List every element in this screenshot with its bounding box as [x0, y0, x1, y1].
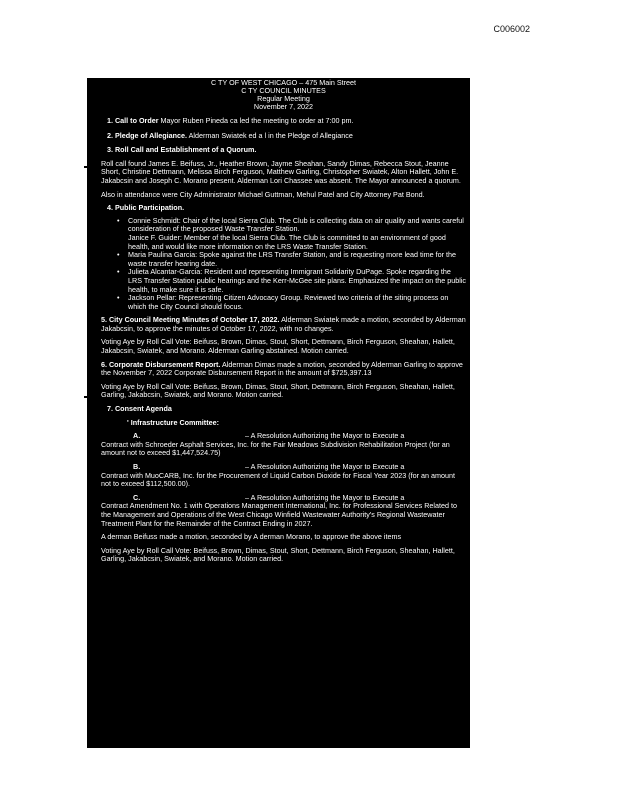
header-city-line: C TY OF WEST CHICAGO – 475 Main Street [211, 78, 356, 87]
header-date: November 7, 2022 [253, 102, 314, 111]
item-pledge [101, 132, 466, 141]
list-item: • Maria Paulina Garcia: Spoke against the LRS Transfer Station, and is requesting more lead time for the waste transfer hearing date. [117, 250, 457, 268]
document-id: C006002 [493, 24, 530, 34]
vote-paragraph: Voting Aye by Roll Call Vote: Beifuss, Brown, Dimas, Stout, Short, Dettmann, Birch Ferguson, Sheahan, Hallett, Garling, Jakabcsin, Swiatek, and Morano. Motion carried. [101, 545, 455, 564]
resolution-heading: – A Resolution Authorizing the Mayor to Execute a [245, 492, 405, 502]
resolution-letter: B. [133, 462, 141, 471]
item-title: 1. Call to Order [107, 116, 159, 125]
bullet: • [117, 250, 120, 260]
document-header [101, 79, 466, 111]
resolution-a [101, 432, 466, 458]
resolution-heading: – A Resolution Authorizing the Mayor to Execute a [245, 431, 405, 441]
vote-paragraph: Voting Aye by Roll Call Vote: Beifuss, Brown, Dimas, Stout, Short, Dettmann, Birch Ferguson, Sheahan, Hallett, Jakabcsin, Swiatek, and Morano. Alderman Garling abstained. Motion carried. [101, 337, 455, 356]
scan-mark [84, 166, 89, 168]
item-title: 5. City Council Meeting Minutes of October 17, 2022. [101, 315, 280, 325]
header-meeting-type: Regular Meeting [257, 94, 310, 103]
item-consent-agenda-title: 7. Consent Agenda [107, 404, 172, 414]
public-participation-list [101, 217, 466, 312]
resolution-text: Contract with MuoCARB, Inc. for the Procurement of Liquid Carbon Dioxide for Fiscal Year 2023 (for an amount not to exceed $112,500.00). [101, 470, 455, 489]
resolution-c [101, 494, 466, 528]
item-title: 6. Corporate Disbursement Report. [101, 359, 221, 369]
resolution-text: Contract with Schroeder Asphalt Services, Inc. for the Fair Meadows Subdivision Rehabilitation Project (for an amount not to exceed $1,447,524.75) [101, 439, 450, 458]
resolution-text: Contract Amendment No. 1 with Operations Management International, Inc. for Professional Services Related to the Management and Operations of the West Chicago Winfield Wastewater Authority's Regional Wastewater Treatment Plant for the Remainder of the Contract Ending in 2027. [101, 501, 457, 528]
bullet: • [117, 267, 120, 277]
consent-motion: A derman Beifuss made a motion, seconded by A derman Morano, to approve the above items [101, 532, 402, 542]
vote-paragraph: Voting Aye by Roll Call Vote: Beifuss, Brown, Dimas, Stout, Short, Dettmann, Birch Ferguson, Sheahan, Hallett, Garling, Jakabcsin, Swiatek, and Morano. Motion carried. [101, 381, 455, 400]
item-text: Alderman Swiatek ed a l in the Pledge of Allegiance [187, 130, 353, 140]
resolution-letter: A. [133, 431, 141, 441]
item-text: Alderman Swiatek made a motion, seconded by Alderman Jakabcsin, to approve the minutes of October 17, 2022, with no changes. [101, 315, 466, 333]
item-text: Mayor Ruben Pineda ca led the meeting to order at 7:00 pm. [158, 116, 354, 125]
item-minutes-approval [101, 316, 466, 333]
scan-mark [84, 396, 89, 398]
item-public-participation-title: 4. Public Participation. [107, 203, 185, 213]
item-disbursement-report [101, 361, 466, 378]
header-minutes-line: C TY COUNCIL MINUTES [241, 86, 326, 95]
bullet: • [117, 215, 120, 225]
item-roll-call-title: 3. Roll Call and Establishment of a Quorum. [107, 145, 257, 155]
list-item: • Jackson Pellar: Representing Citizen Advocacy Group. Reviewed two criteria of the siting process on which the City Council should focus. [117, 293, 449, 311]
item-call-to-order [101, 117, 466, 126]
attendance-paragraph: Also in attendance were City Administrator Michael Guttman, Mehul Patel and City Attorney Pat Bond. [101, 189, 425, 199]
item-text: Alderman Dimas made a motion, seconded by Alderman Garling to approve the November 7, 2022 Corporate Disbursement Report in the amount of $725,397.13 [101, 359, 463, 378]
bullet: • [117, 293, 120, 303]
item-title: 2. Pledge of Allegiance. [107, 130, 188, 140]
resolution-b [101, 463, 466, 489]
committee-heading: ' Infrastructure Committee: [127, 417, 219, 427]
roll-call-paragraph: Roll call found James E. Beifuss, Jr., Heather Brown, Jayme Sheahan, Sandy Dimas, Rebecca Stout, Jeanne Short, Christine Dettmann, Melissa Birch Ferguson, Matthew Garling, Christopher Swiatek, Alton Hallett, John E. Jakabcsin and Joseph C. Morano present. Alderman Lori Chassee was absent. The Mayor announced a quorum. [101, 158, 461, 185]
list-item: • Connie Schmidt: Chair of the local Sierra Club. The Club is collecting data on air quality and wants careful consideration of the proposed Waste Transfer Station. [117, 215, 464, 234]
minutes-page [87, 78, 470, 748]
resolution-heading: – A Resolution Authorizing the Mayor to Execute a [245, 462, 405, 471]
list-item: • Julieta Alcantar-Garcia: Resident and representing Immigrant Solidarity DuPage. Spoke regarding the LRS Transfer Station public hearings and the Kerr-McGee site plans. Emphasized the impact on the public health, to make sure it is safe. [117, 267, 466, 294]
resolution-letter: C. [133, 492, 141, 502]
list-item: Janice F. Guider: Member of the local Sierra Club. The Club is committed to an environment of good health, and would like more information on the LRS Waste Transfer Station. [128, 232, 446, 251]
